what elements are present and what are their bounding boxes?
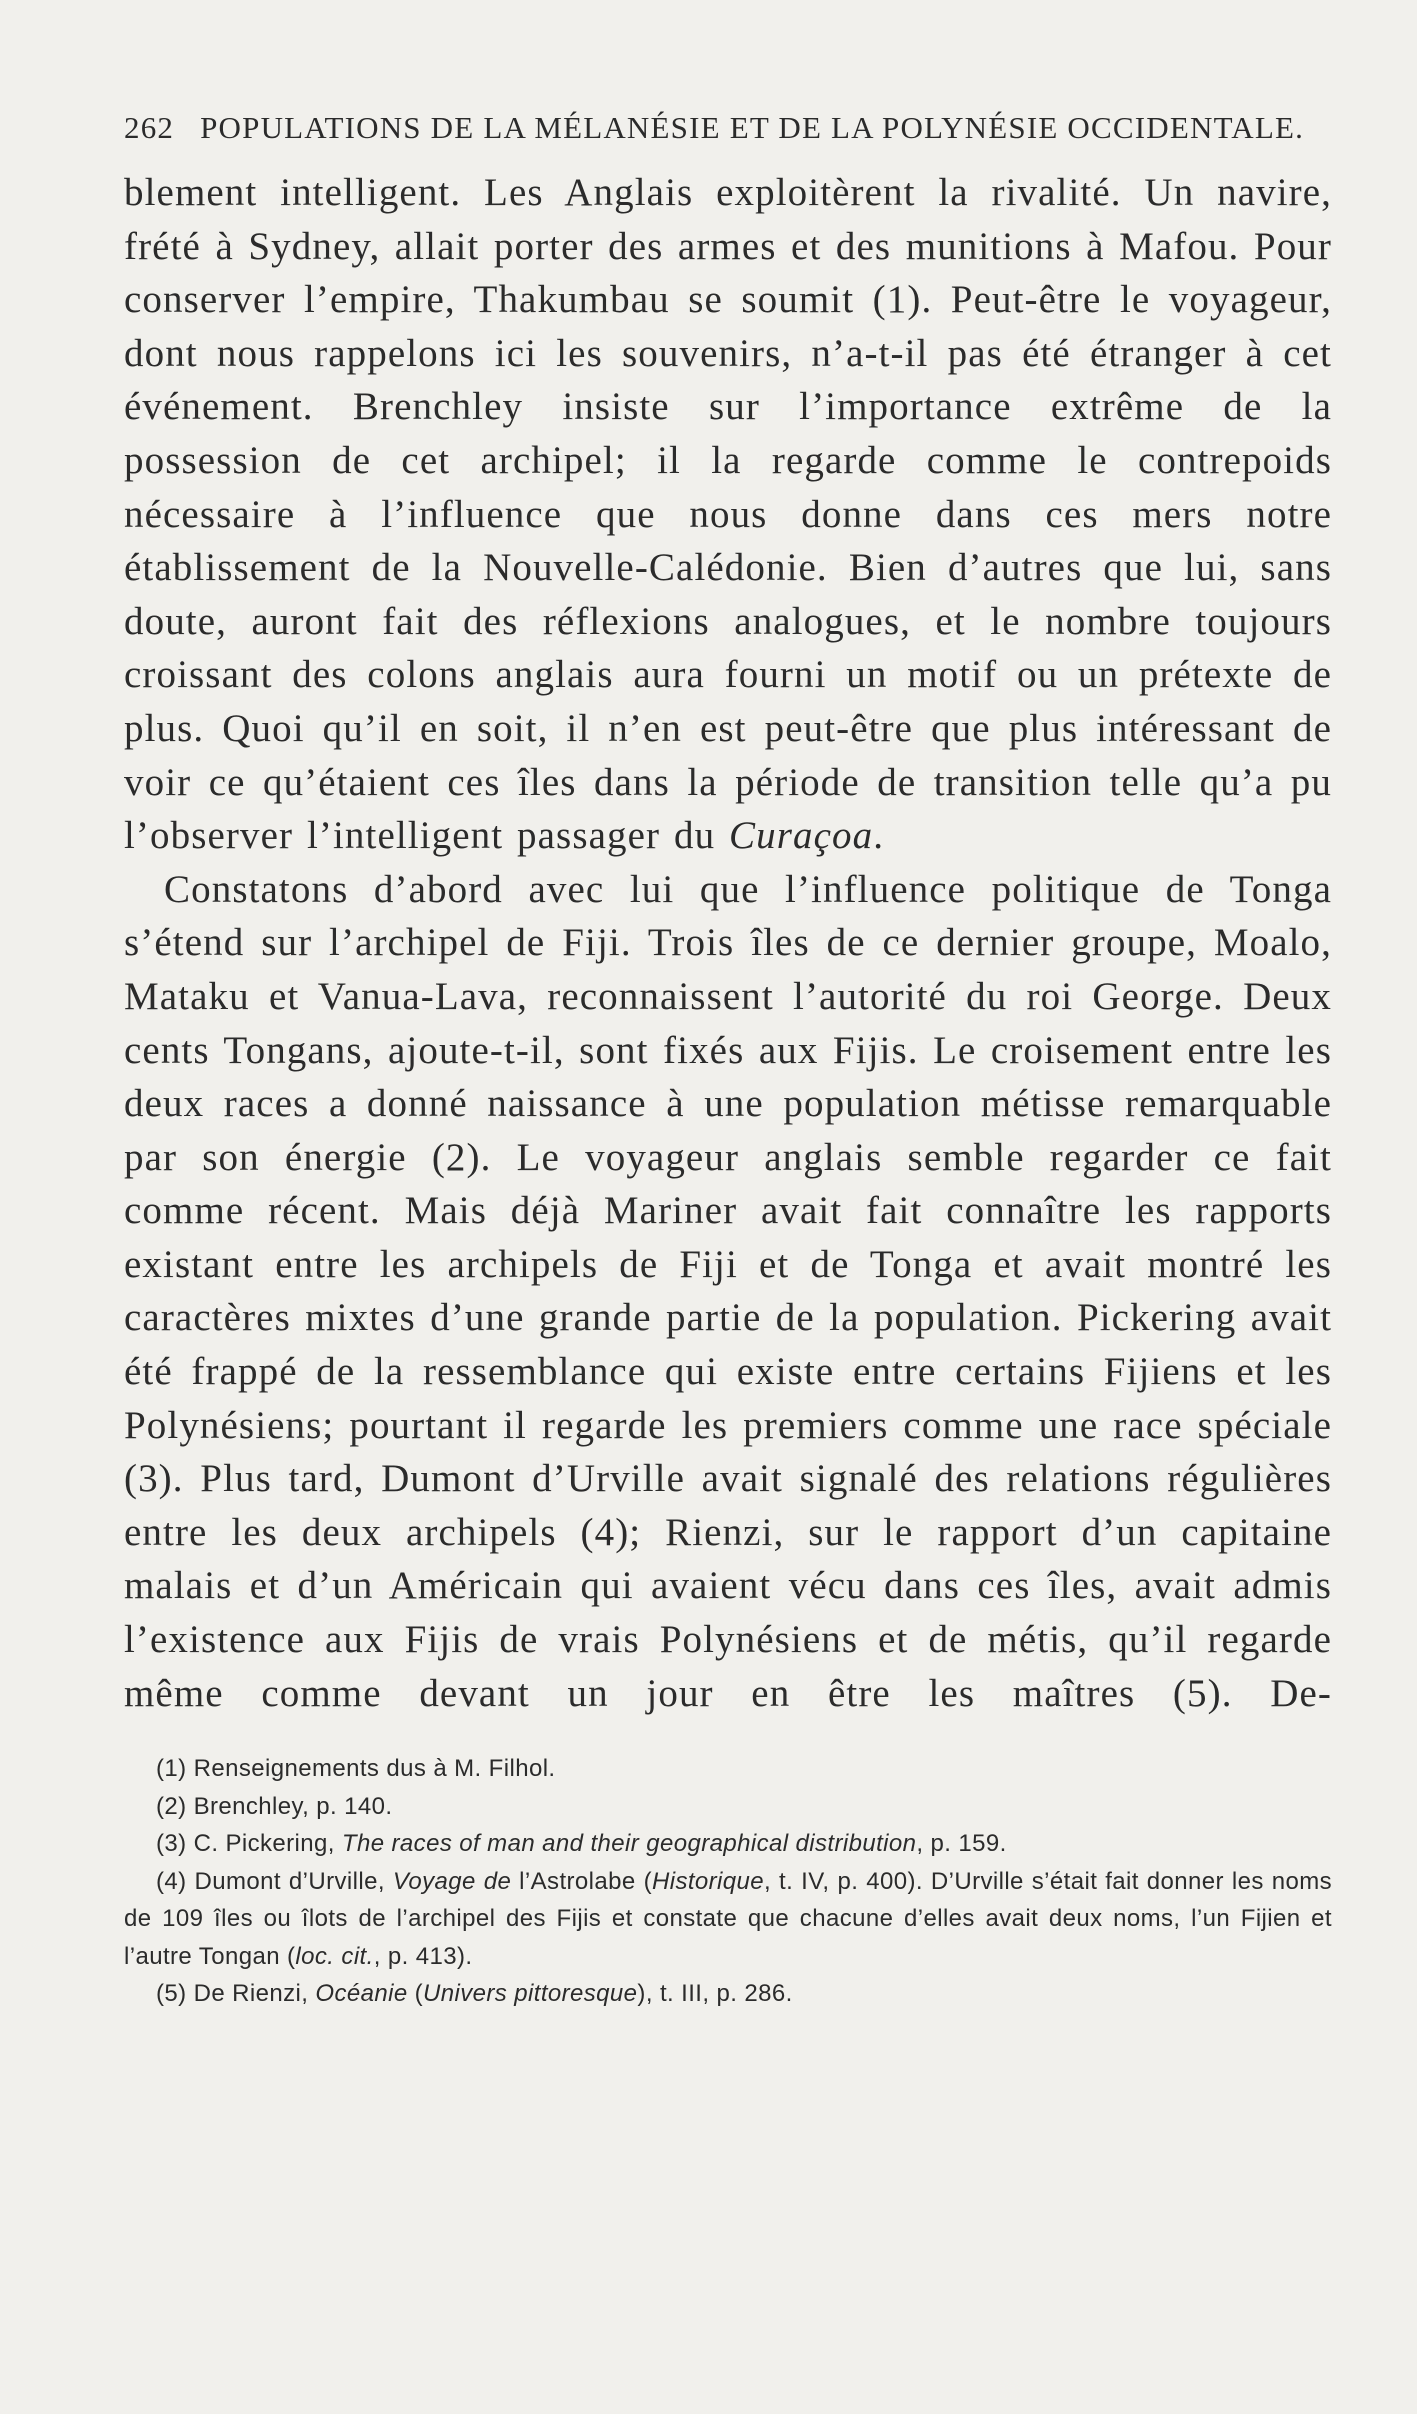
book-page	[124, 108, 1332, 2013]
running-header	[124, 108, 1332, 148]
footnote-1: (1) Renseignements dus à M. Filhol.	[156, 1755, 556, 1783]
page-number: 262	[124, 110, 175, 145]
main-text	[124, 166, 1332, 1720]
footnote-5-mid: (	[407, 1980, 424, 2008]
footnote-5-title: Océanie	[315, 1980, 408, 2008]
footnote-4	[124, 1863, 1332, 1976]
paragraph-continued	[124, 166, 1332, 863]
paragraph-text: blement intelligent. Les Anglais exploitèrent la rivalité. Un navire, frété à Sydney, allait porter des armes et des munitions à Mafou. Pour conserver l’empire, Thakumbau se soumit (1). Peut-être le voyageur, dont nous rappelons ici les souvenirs, n’a-t-il pas été étranger à cet événement. Brenchley insiste sur l’importance extrême de la possession de cet archipel; il la regarde comme le contrepoids nécessaire à l’influence que nous donne dans ces mers notre établissement de la Nouvelle-Calédonie. Bien d’autres que lui, sans doute, auront fait des réflexions analogues, et le nombre toujours croissant des colons anglais aura fourni un motif ou un prétexte de plus. Quoi qu’il en soit, il n’en est peut-être que plus intéressant de voir ce qu’étaient ces îles dans la période de transition telle qu’a pu l’observer l’intelligent passager du	[124, 171, 1332, 858]
footnote-3-suffix: , p. 159.	[916, 1830, 1007, 1858]
footnote-2: (2) Brenchley, p. 140.	[156, 1792, 393, 1820]
footnote-4-title: Voyage de	[392, 1867, 512, 1895]
footnote-5-prefix: (5) De Rienzi,	[156, 1980, 316, 2008]
paragraph: Constatons d’abord avec lui que l’influence politique de Tonga s’étend sur l’archipel de Fiji. Trois îles de ce dernier groupe, Moalo, Mataku et Vanua-Lava, reconnaissent l’autorité du roi George. Deux cents Tongans, ajoute-t-il, sont fixés aux Fijis. Le croisement entre les deux races a donné naissance à une population métisse remarquable par son énergie (2). Le voyageur anglais semble regarder ce fait comme récent. Mais déjà Mariner avait fait connaître les rapports existant entre les archipels de Fiji et de Tonga et avait montré les caractères mixtes d’une grande partie de la population. Pickering avait été frappé de la ressemblance qui existe entre certains Fijiens et les Polynésiens; pourtant il regarde les premiers comme une race spéciale (3). Plus tard, Dumont d’Urville avait signalé des relations régulières entre les deux archipels (4); Rienzi, sur le rapport d’un capitaine malais et d’un Américain qui avaient vécu dans ces îles, avait admis l’existence aux Fijis de vrais Polynésiens et de métis, qu’il regarde même comme devant un jour en être les maîtres (5). De-	[124, 867, 1332, 1715]
footnote-3-title: The races of man and their geographical distribution	[341, 1830, 917, 1858]
footnote-3	[124, 1825, 1332, 1863]
footnote-4-mid1: l’Astrolabe (	[511, 1867, 652, 1895]
footnotes	[124, 1750, 1332, 2013]
footnote-4-prefix: (4) Dumont d’Urville,	[156, 1867, 393, 1895]
footnote-4-loc: loc. cit.	[295, 1942, 374, 1970]
footnote-5	[124, 1975, 1332, 2013]
footnote-4-section: Historique	[651, 1867, 765, 1895]
footnote-5-suffix: ), t. III, p. 286.	[637, 1980, 793, 2008]
paragraph-end: .	[873, 814, 885, 858]
footnote-5-series: Univers pittoresque	[423, 1980, 638, 2008]
footnote-3-prefix: (3) C. Pickering,	[156, 1830, 342, 1858]
ship-name: Curaçoa	[729, 814, 874, 858]
footnote-4-suffix: , p. 413).	[373, 1942, 473, 1970]
running-title: POPULATIONS DE LA MÉLANÉSIE ET DE LA POLYNÉSIE OCCIDENTALE.	[200, 110, 1305, 145]
footnote-4-mid2: , t. IV, p. 400). D’Urville s’était fait donner les noms de 109 îles ou îlots de l’archipel des Fijis et constate que chacune d’elles avait deux noms, l’un Fijien et l’autre Tongan (	[124, 1867, 1332, 1970]
